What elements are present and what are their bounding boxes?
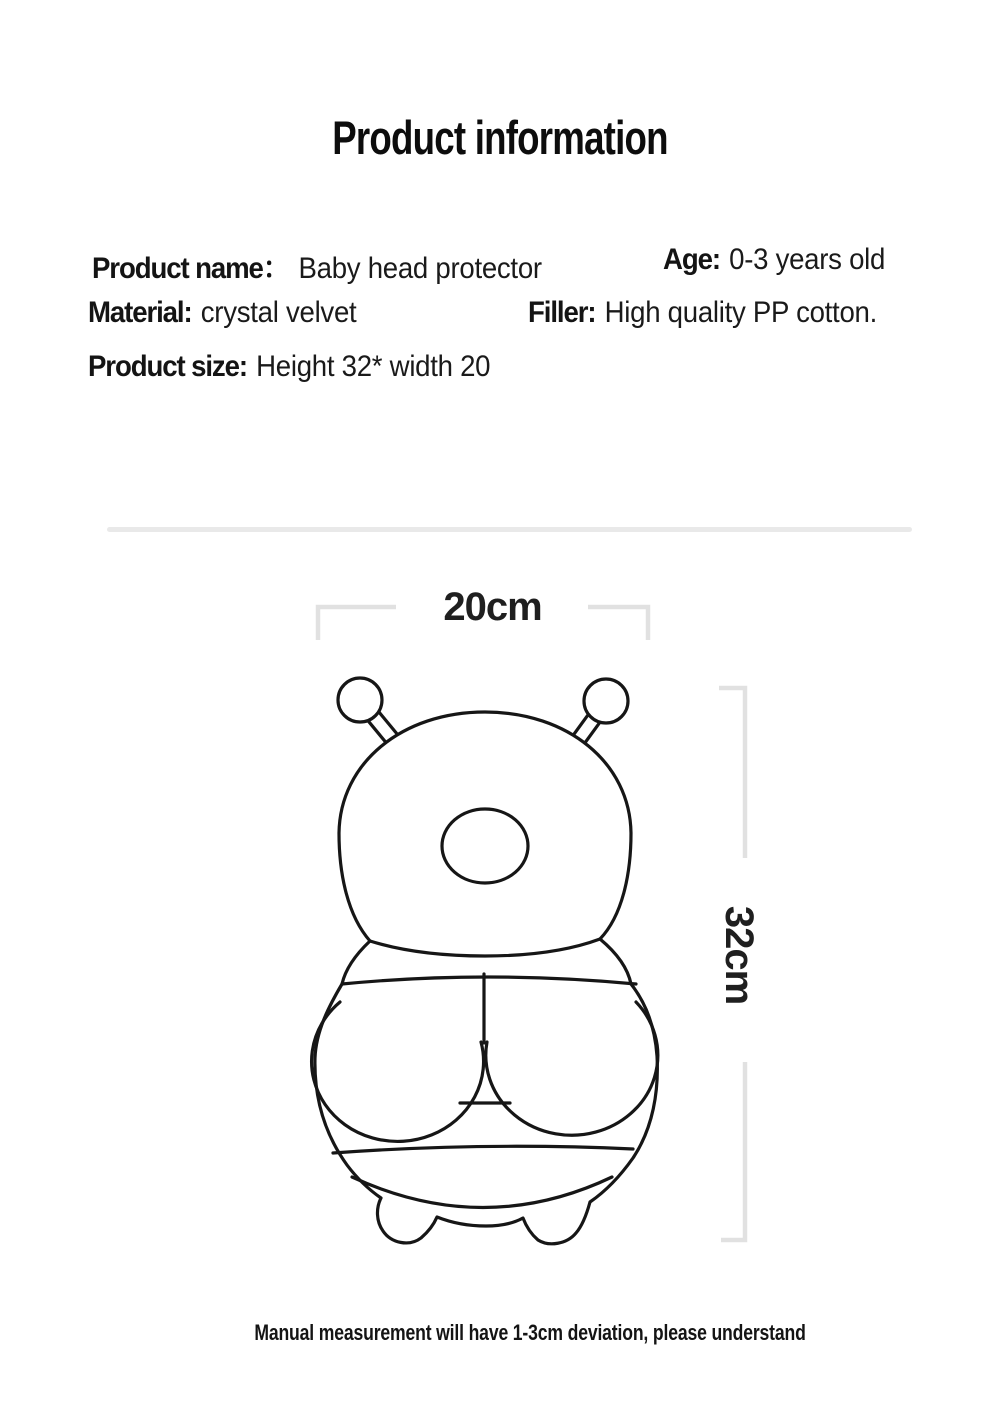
spec-value: Baby head protector [298,252,542,285]
spec-label: Product name： [92,252,290,285]
spec-label: Age: [663,243,720,276]
page-title: Product information [332,111,668,164]
spec-label: Product size: [88,350,247,383]
body-stripe-upper [333,1146,633,1153]
height-dimension-label: 32cm [717,905,761,1005]
spec-label: Material: [88,296,192,329]
spec-value: Height 32* width 20 [256,350,491,383]
bee-pillow-drawing [312,678,658,1244]
antenna-left-bulb [338,678,382,722]
height-bracket-top [719,688,745,858]
body-outline [315,939,657,1244]
spec-value: 0-3 years old [729,243,886,276]
wing-left [312,1002,484,1141]
height-bracket-bottom [721,1062,745,1240]
body-stripe-lower [352,1177,612,1208]
wing-right [486,1002,658,1135]
spec-label: Filler: [528,296,596,329]
width-bracket-right [588,607,648,640]
spec-value: High quality PP cotton. [604,296,877,329]
width-bracket-left [318,607,396,640]
shoulder-seam-line [342,977,636,984]
head-outline [339,712,631,956]
antenna-right-bulb [584,679,628,723]
width-dimension-label: 20cm [443,585,542,629]
measurement-disclaimer: Manual measurement will have 1-3cm deviation, please understand [254,1320,806,1345]
spec-value: crystal velvet [200,296,357,329]
